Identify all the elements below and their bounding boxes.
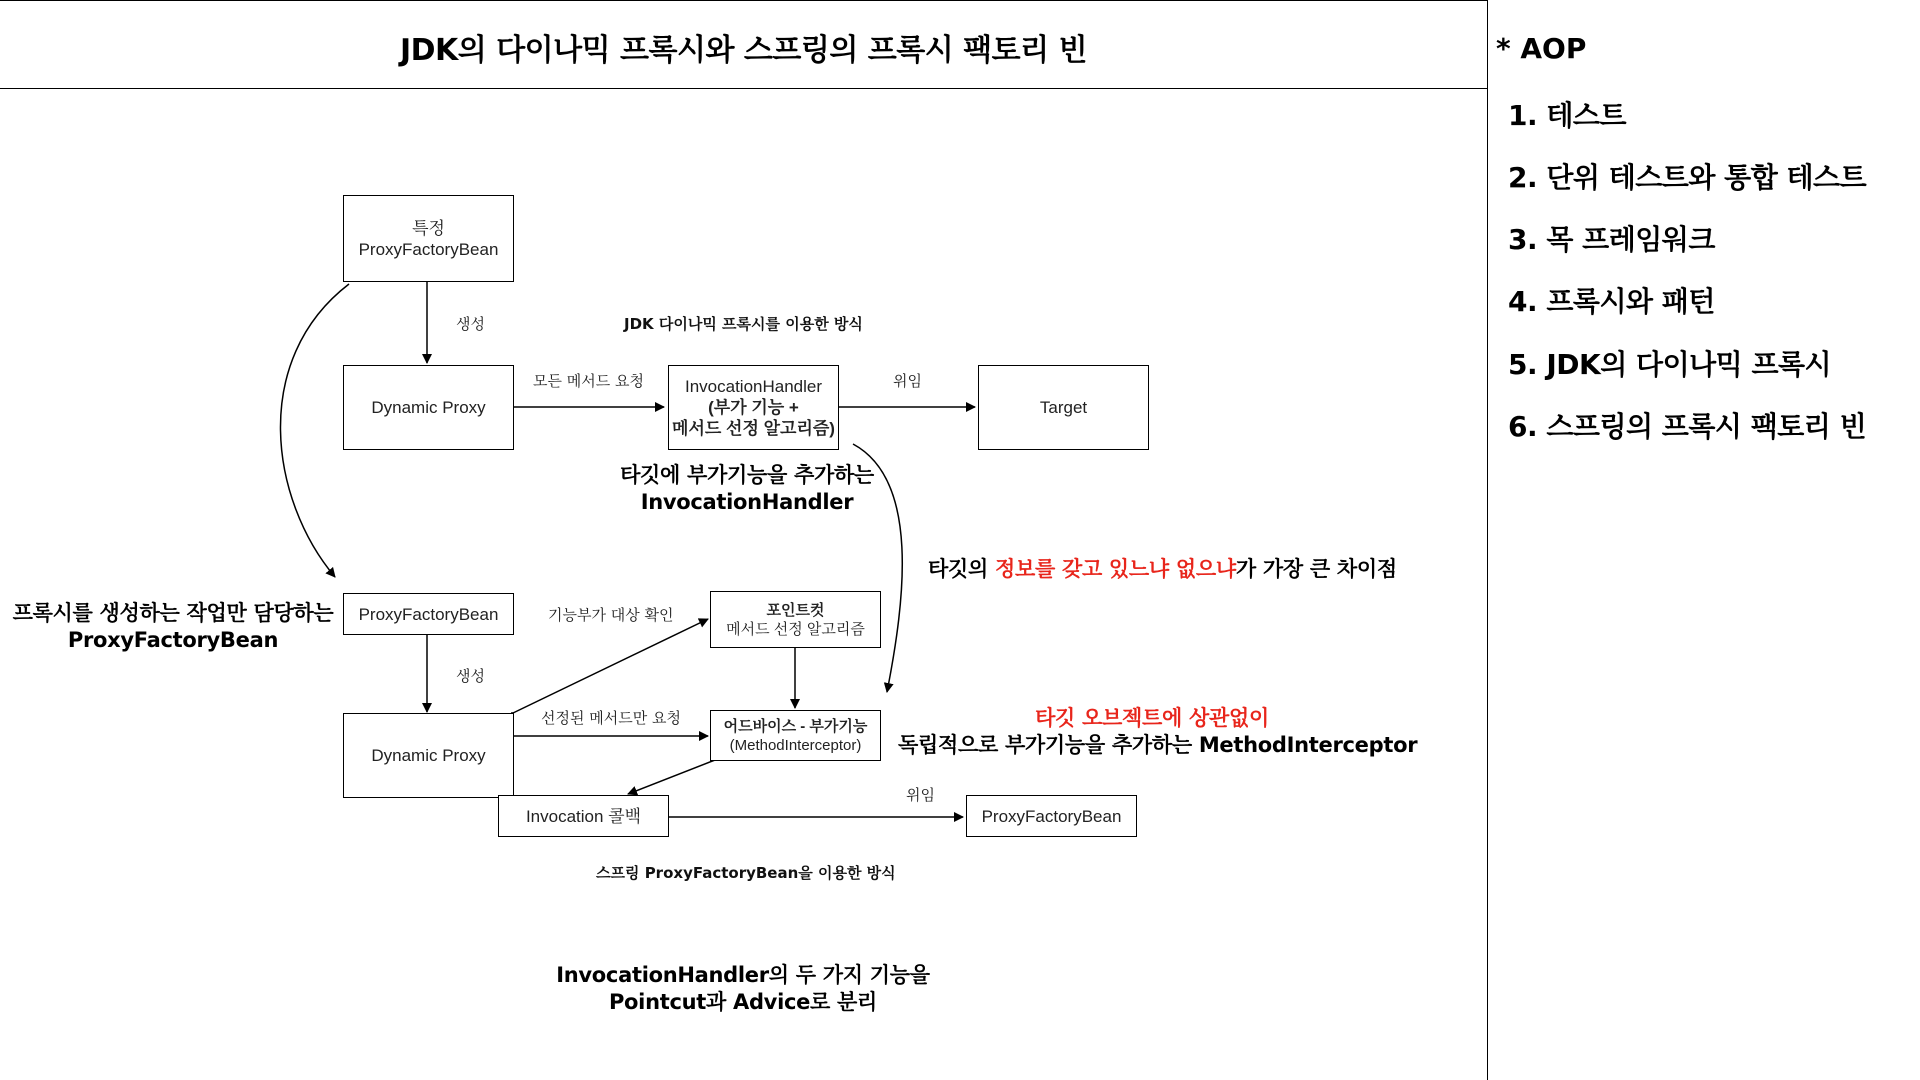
target-pfb-box [966, 795, 1137, 837]
toc-item-unit-integration-test[interactable]: 2. 단위 테스트와 통합 테스트 [1508, 161, 1867, 194]
dynamic-proxy-box-jdk [343, 365, 514, 450]
interceptor-note-line1: 타깃 오브젝트에 상관없이 [1035, 706, 1269, 730]
toc-item-mock-framework[interactable]: 3. 목 프레임워크 [1508, 223, 1715, 256]
handler-note [620, 462, 874, 516]
specific-label: 특정 [412, 218, 445, 238]
advice-label: 어드바이스 - 부가기능 [723, 717, 868, 735]
target-label: Target [1039, 398, 1088, 417]
split-note-line1: InvocationHandler의 두 가지 기능을 [556, 963, 930, 987]
dynamic-proxy-box-spring [343, 713, 514, 798]
advice-desc: (MethodInterceptor) [729, 736, 862, 754]
invocation-handler-box [668, 365, 839, 450]
split-note-line2: Pointcut과 Advice로 분리 [608, 990, 878, 1014]
invocation-handler-desc2: 메서드 선정 알고리즘) [672, 419, 835, 438]
all-methods-label: 모든 메서드 요청 [533, 372, 644, 390]
proxy-factory-bean-label: ProxyFactoryBean [358, 604, 499, 624]
difference-note-prefix: 타깃의 [928, 557, 995, 581]
target-box [978, 365, 1149, 450]
invocation-handler-desc1: (부가 기능 + [708, 398, 799, 417]
toc-item-spring-proxy-factory-bean[interactable]: 6. 스프링의 프록시 팩토리 빈 [1508, 410, 1867, 443]
pointcut-box [710, 591, 881, 648]
invocation-callback-label: Invocation 콜백 [525, 806, 642, 826]
delegate-label-spring: 위임 [906, 786, 935, 804]
toc-item-jdk-dynamic-proxy[interactable]: 5. JDK의 다이나믹 프록시 [1508, 348, 1832, 381]
arrow-advice-invocation [628, 760, 715, 794]
check-target-label: 기능부가 대상 확인 [548, 606, 674, 624]
interceptor-note-line2: 독립적으로 부가기능을 추가하는 MethodInterceptor [898, 733, 1418, 757]
create-label-spring: 생성 [456, 667, 485, 685]
toc-item-test[interactable]: 1. 테스트 [1508, 99, 1627, 132]
sidebar-heading: * AOP [1496, 32, 1587, 65]
arrow-curve-pfb [280, 284, 349, 577]
dynamic-proxy-label-jdk: Dynamic Proxy [371, 398, 486, 417]
dynamic-proxy-label-spring: Dynamic Proxy [371, 746, 486, 765]
pfb-note-line1: 프록시를 생성하는 작업만 담당하는 [12, 601, 334, 625]
advice-box [710, 710, 881, 761]
difference-note [928, 556, 1397, 583]
create-label-jdk: 생성 [456, 315, 485, 333]
target-pfb-label: ProxyFactoryBean [981, 806, 1122, 826]
specific-proxy-factory-bean-box [343, 195, 514, 282]
split-note [548, 962, 938, 1016]
pointcut-desc: 메서드 선정 알고리즘 [726, 620, 865, 638]
handler-note-line1: 타깃에 부가기능을 추가하는 [620, 463, 874, 487]
page-title: JDK의 다이나믹 프록시와 스프링의 프록시 팩토리 빈 [399, 33, 1088, 68]
selected-methods-label: 선정된 메서드만 요청 [541, 709, 681, 727]
difference-note-suffix: 가 가장 큰 차이점 [1235, 557, 1397, 581]
proxy-factory-bean-box [343, 593, 514, 635]
pfb-note-line2: ProxyFactoryBean [67, 628, 279, 652]
invocation-callback-box [498, 795, 669, 837]
invocation-handler-label: InvocationHandler [684, 377, 823, 396]
jdk-caption: JDK 다이나믹 프록시를 이용한 방식 [624, 315, 863, 333]
specific-pfb-label: ProxyFactoryBean [358, 239, 499, 259]
pfb-note [10, 600, 336, 654]
handler-note-line2: InvocationHandler [640, 490, 854, 514]
interceptor-note [898, 705, 1418, 759]
toc-item-proxy-pattern[interactable]: 4. 프록시와 패턴 [1508, 285, 1715, 318]
difference-note-highlight: 정보를 갖고 있느냐 없으냐 [994, 557, 1236, 581]
spring-caption: 스프링 ProxyFactoryBean을 이용한 방식 [596, 864, 896, 882]
pointcut-label: 포인트컷 [766, 601, 825, 619]
arrow-check-target [513, 619, 708, 713]
delegate-label-jdk: 위임 [893, 372, 922, 390]
